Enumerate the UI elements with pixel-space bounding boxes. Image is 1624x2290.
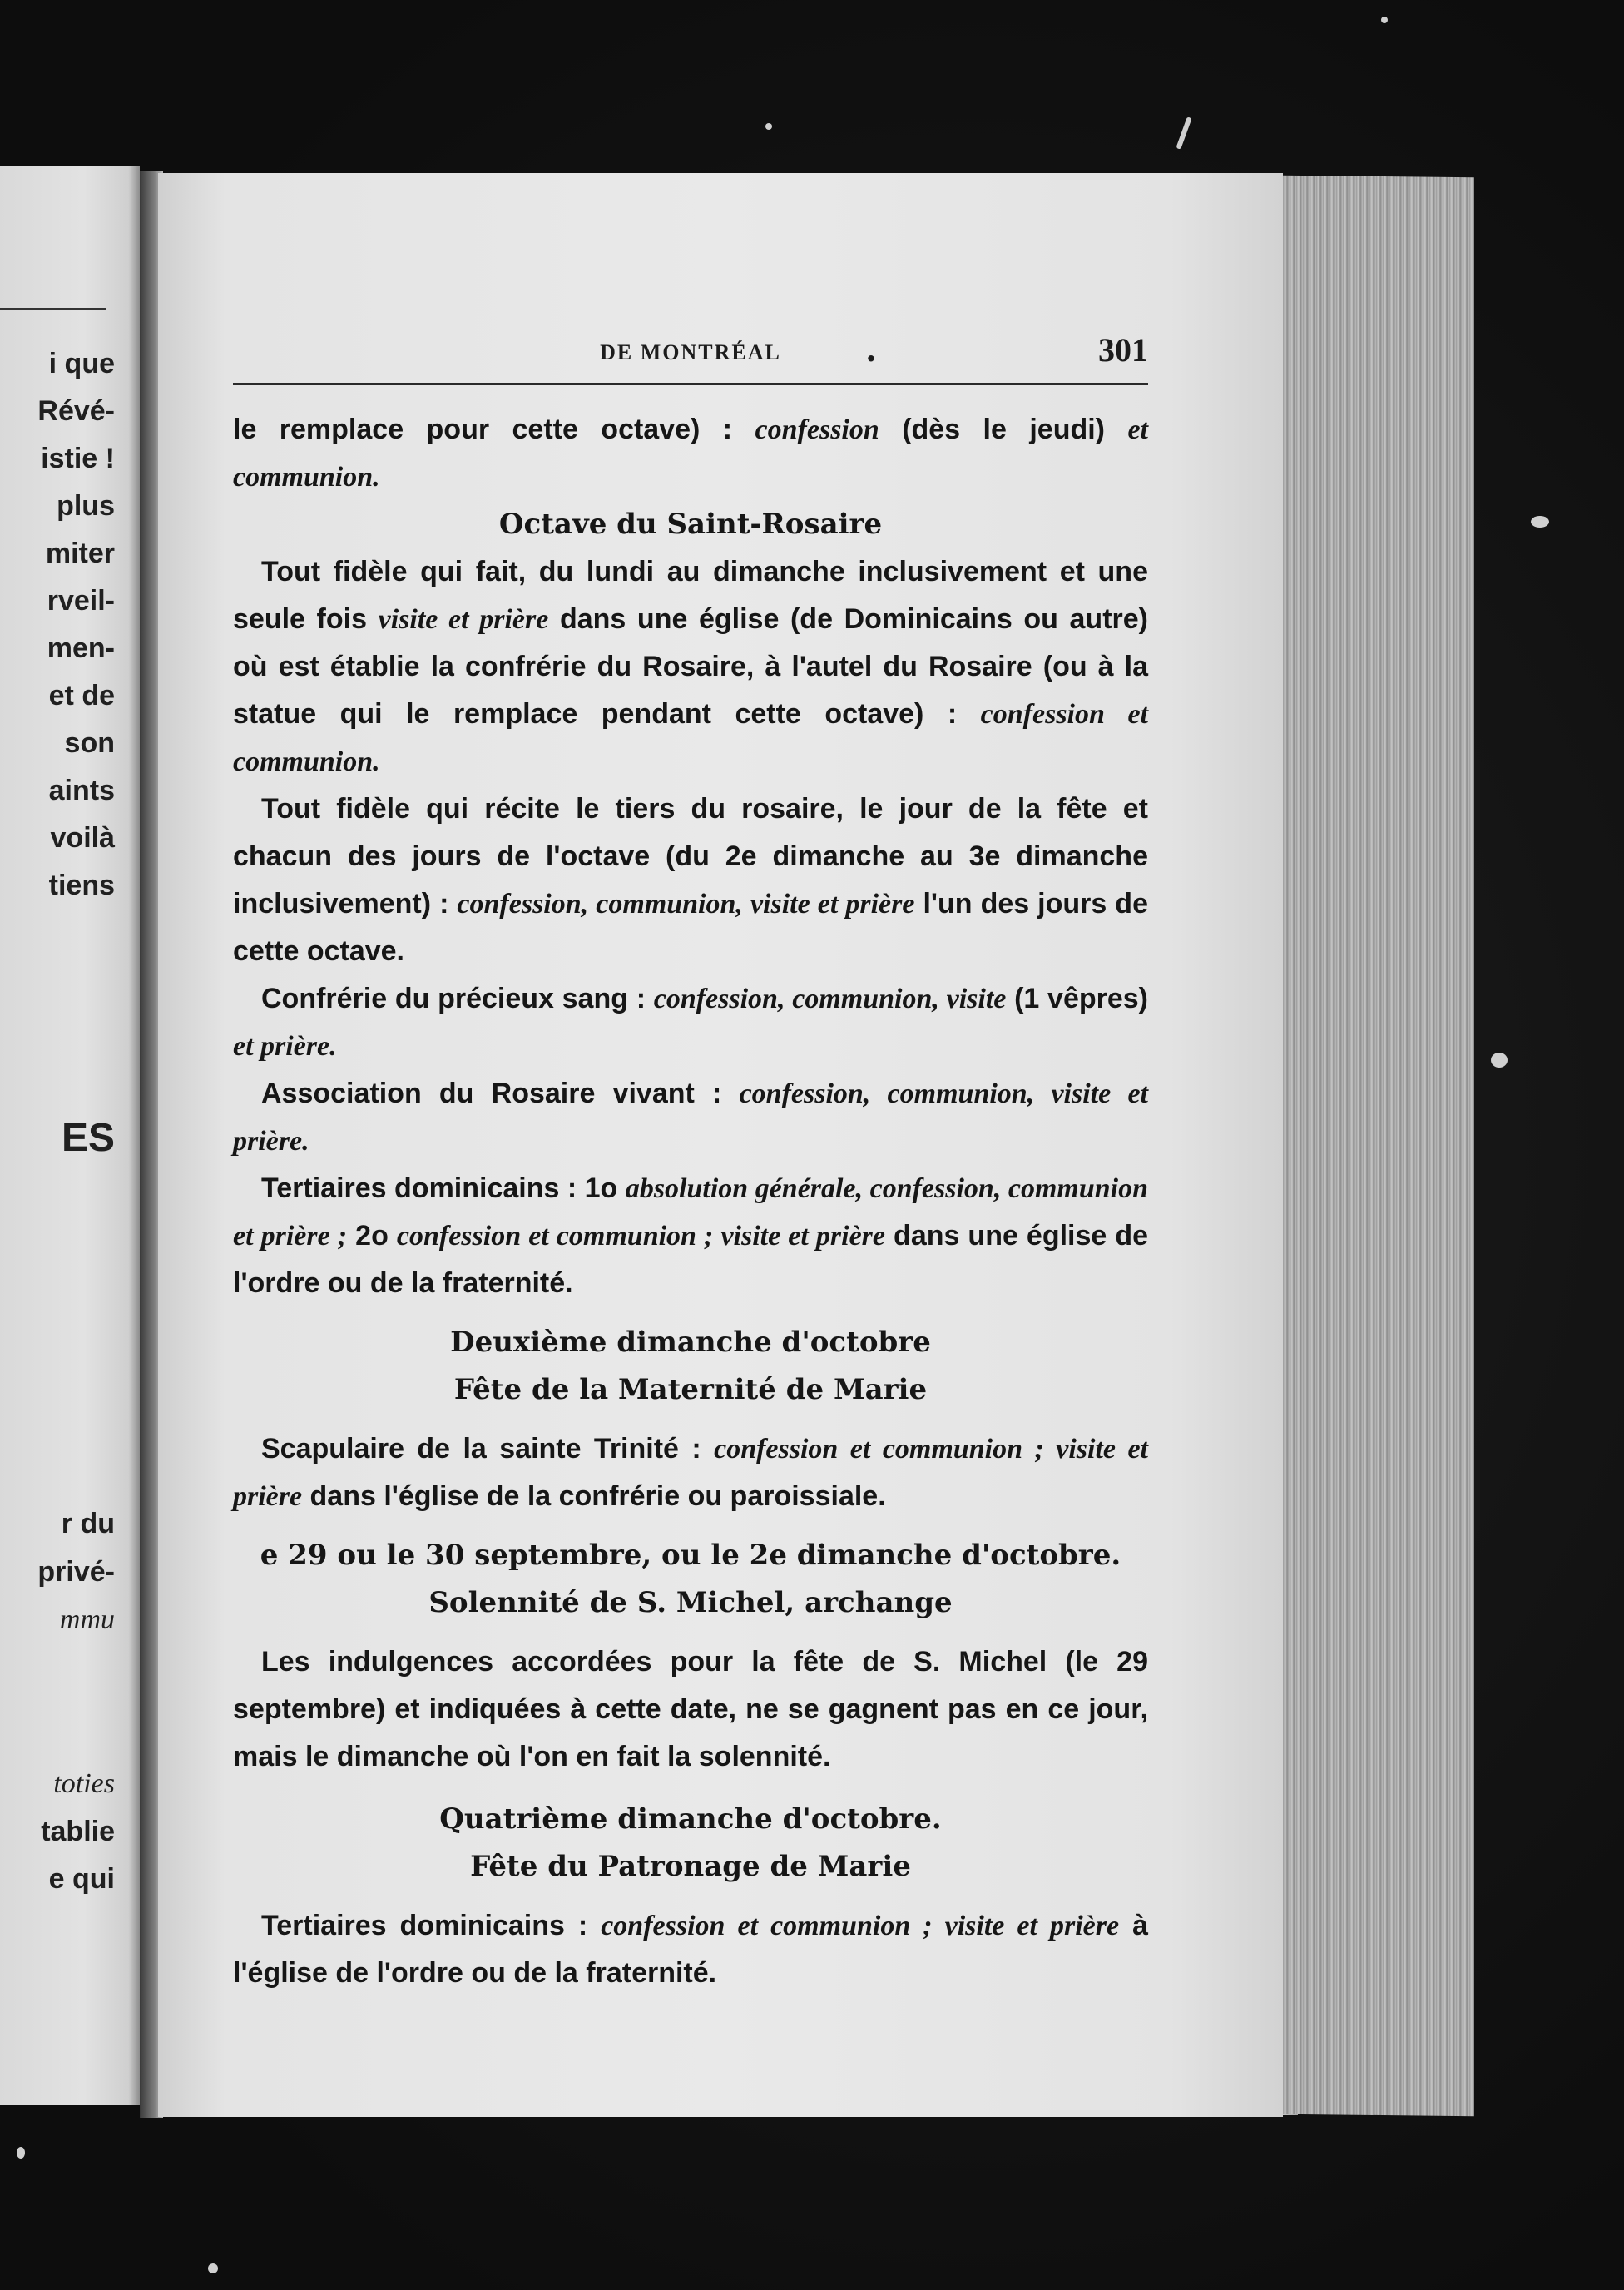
dust-speck bbox=[1531, 516, 1549, 528]
left-page-line: men- bbox=[47, 632, 115, 664]
paragraph-text: Tertiaires dominicains : bbox=[261, 1910, 602, 1941]
paragraph-italic: confession et communion ; visite et prière bbox=[233, 1434, 1148, 1512]
dust-speck bbox=[17, 2147, 25, 2159]
dust-speck bbox=[208, 2263, 218, 2273]
running-head-separator: . bbox=[865, 330, 877, 369]
paragraph-italic: absolution générale, confession, communion et prière ; bbox=[233, 1173, 1149, 1252]
paragraph-text: (1 vêpres) bbox=[1006, 983, 1148, 1014]
paragraph-italic: visite et prière bbox=[378, 604, 549, 635]
paragraph-italic: et communion. bbox=[233, 414, 1148, 493]
left-page-line: miter bbox=[45, 538, 115, 569]
paragraph-italic: confession, communion, visite bbox=[653, 984, 1007, 1014]
paragraph-text: le remplace pour cette octave) : bbox=[233, 414, 755, 445]
paragraph bbox=[233, 1638, 1148, 1781]
paragraph-text: Tout fidèle qui fait, du lundi au dimanche inclusivement et une seule fois bbox=[233, 556, 1148, 635]
left-page-line: tablie bbox=[41, 1816, 115, 1847]
running-head-title: DE MONTRÉAL bbox=[600, 340, 781, 364]
section-subheading: Fête du Patronage de Marie bbox=[470, 1850, 911, 1883]
paragraph-text: Association du Rosaire vivant : bbox=[261, 1078, 740, 1109]
paragraph bbox=[233, 975, 1148, 1070]
left-page-line: et de bbox=[48, 680, 115, 711]
left-page-line: voilà bbox=[50, 822, 115, 854]
paragraph-text: Scapulaire de la sainte Trinité : bbox=[261, 1433, 715, 1465]
paragraph-text: dans l'église de la confrérie ou paroissiale. bbox=[302, 1480, 886, 1512]
spacer bbox=[233, 1414, 1148, 1425]
dust-speck bbox=[1491, 1053, 1508, 1068]
left-page-line: plus bbox=[57, 490, 115, 522]
paragraph-text: 2o bbox=[347, 1220, 397, 1252]
left-page-line: aints bbox=[48, 775, 115, 806]
left-page-line: rveil- bbox=[47, 585, 115, 617]
paragraph bbox=[233, 406, 1148, 501]
paragraph bbox=[233, 1425, 1148, 1520]
left-page-line: toties bbox=[53, 1768, 115, 1799]
paragraph-text: l'un des jours de cette octave. bbox=[233, 888, 1148, 967]
left-page-heading: ES bbox=[61, 1116, 115, 1160]
page-number: 301 bbox=[1098, 331, 1148, 369]
paragraph bbox=[233, 1070, 1148, 1165]
left-page-line: tiens bbox=[48, 870, 115, 901]
section-heading: Deuxième dimanche d'octobre bbox=[450, 1326, 931, 1359]
paragraph-text: Tout fidèle qui récite le tiers du rosaire, le jour de la fête et chacun des jours de l'octave (du 2e dimanche au 3e dimanche inclusivement) : bbox=[233, 793, 1148, 919]
paragraph-italic: confession et communion ; visite et prière bbox=[601, 1911, 1120, 1941]
section-subheading: Fête de la Maternité de Marie bbox=[453, 1373, 928, 1406]
header-rule bbox=[233, 383, 1148, 385]
section-subheading: Solennité de S. Michel, archange bbox=[428, 1586, 953, 1619]
paragraph-italic: confession et communion. bbox=[233, 699, 1148, 777]
dust-speck bbox=[1381, 17, 1388, 23]
left-page-line: Révé- bbox=[37, 395, 115, 427]
section-heading: Quatrième dimanche d'octobre. bbox=[439, 1802, 942, 1836]
spacer bbox=[233, 1781, 1148, 1796]
page-body bbox=[233, 406, 1148, 1997]
paragraph-italic: confession et communion ; visite et prière bbox=[396, 1221, 886, 1252]
left-page-line: e qui bbox=[48, 1863, 115, 1895]
book-page bbox=[158, 173, 1283, 2117]
paragraph-text: Tertiaires dominicains : 1o bbox=[261, 1172, 626, 1204]
paragraph bbox=[233, 548, 1148, 786]
paragraph-text: Les indulgences accordées pour la fête de S. Michel (le 29 septembre) et indiquées à cette date, ne se gagnent pas en ce jour, mais le dimanche où l'on en fait la solennité. bbox=[233, 1646, 1148, 1772]
paragraph-italic: confession, communion, visite et prière bbox=[457, 889, 915, 919]
spacer bbox=[233, 1307, 1148, 1319]
paragraph-italic: et prière. bbox=[233, 1031, 337, 1062]
section-heading: Octave du Saint-Rosaire bbox=[498, 508, 883, 541]
left-page-rule bbox=[0, 308, 106, 310]
paragraph-text: à l'église de l'ordre ou de la fraternité. bbox=[233, 1910, 1148, 1989]
left-page-line: r du bbox=[61, 1508, 115, 1539]
left-page-line: privé- bbox=[37, 1556, 115, 1588]
running-head bbox=[233, 327, 1148, 377]
spacer bbox=[233, 1891, 1148, 1902]
left-page-line: istie ! bbox=[41, 443, 115, 474]
spacer bbox=[233, 1627, 1148, 1638]
paragraph-italic: confession bbox=[755, 414, 879, 445]
left-page-line: son bbox=[64, 727, 115, 759]
dust-speck bbox=[765, 123, 772, 130]
paragraph bbox=[233, 1902, 1148, 1997]
paragraph-text: dans une église de l'ordre ou de la fraternité. bbox=[233, 1220, 1149, 1299]
paragraph-text: Confrérie du précieux sang : bbox=[261, 983, 654, 1014]
spacer bbox=[233, 1520, 1148, 1532]
left-page-line: i que bbox=[48, 348, 115, 379]
paragraph bbox=[233, 786, 1148, 975]
page-stack-fore-edge bbox=[1283, 176, 1474, 2116]
paragraph-italic: confession, communion, visite et prière. bbox=[233, 1078, 1148, 1157]
paragraph bbox=[233, 1165, 1148, 1307]
paragraph-text: dans une église (de Dominicains ou autre) où est établie la confrérie du Rosaire, à l'autel du Rosaire (ou à la statue qui le remplace pendant cette octave) : bbox=[233, 603, 1148, 730]
paragraph-text: (dès le jeudi) bbox=[879, 414, 1128, 445]
section-heading: e 29 ou le 30 septembre, ou le 2e dimanche d'octobre. bbox=[260, 1539, 1121, 1572]
left-page-line: mmu bbox=[59, 1604, 115, 1635]
left-page-fragment bbox=[0, 166, 140, 2105]
